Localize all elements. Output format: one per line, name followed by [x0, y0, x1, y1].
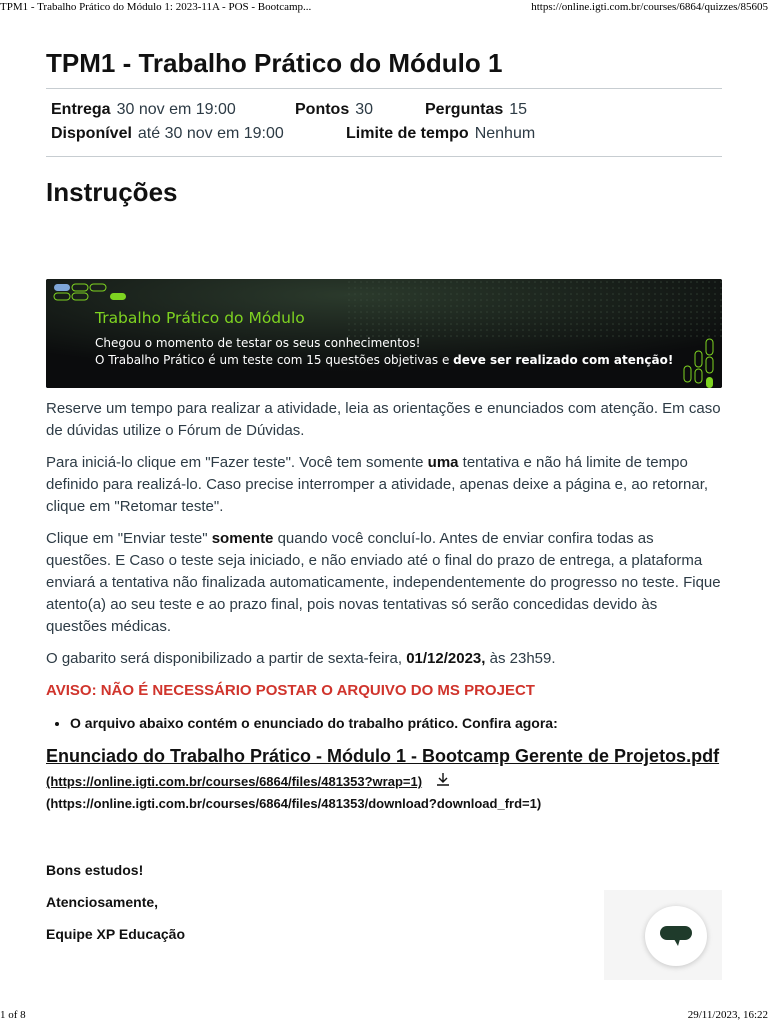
paragraph-start: [46, 452, 722, 518]
module-banner: [46, 279, 722, 388]
download-icon[interactable]: [435, 769, 451, 793]
banner-background: [46, 279, 722, 388]
banner-line-2: [95, 353, 673, 367]
xp-logo-icon: [52, 283, 132, 305]
entrega-label: Entrega: [51, 101, 111, 118]
file-list-item: • O arquivo abaixo contém o enunciado do trabalho prático. Confira agora:: [70, 712, 722, 734]
page-counter: 1 of 8: [0, 1009, 26, 1021]
meta-row-1: [51, 98, 722, 122]
instructions-heading: Instruções: [46, 177, 178, 207]
entrega-value: 30 nov em 19:00: [116, 101, 236, 118]
quiz-content: [46, 40, 722, 944]
banner-line-2-bold: deve ser realizado com atenção!: [453, 353, 674, 367]
perguntas-value: 15: [509, 101, 528, 118]
p3-text-c: quando você concluí-lo. Antes de enviar confira todas as questões. E Caso o teste seja iniciado, e não enviado até o final do prazo de entrega, a plataforma enviará a tentativa não finalizada automaticamente, independentemente do progresso no teste. Fique atento(a) ao seu teste e ao prazo final, pois novas tentativas só serão concedidas devido às questões médicas.: [46, 530, 721, 635]
banner-title: Trabalho Prático do Módulo: [95, 309, 305, 327]
meta-row-2: [51, 122, 722, 146]
warning-notice: AVISO: NÃO É NECESSÁRIO POSTAR O ARQUIVO DO MS PROJECT: [46, 682, 535, 699]
quiz-meta: [46, 89, 722, 157]
p4-date: 01/12/2023,: [406, 650, 486, 667]
limite-value: Nenhum: [474, 125, 536, 142]
chat-button[interactable]: [645, 906, 707, 966]
p2-bold: uma: [427, 454, 459, 471]
download-url[interactable]: (https://online.igti.com.br/courses/6864/files/481353/download?download_frd=1): [46, 796, 542, 811]
file-link-block: [46, 744, 722, 794]
sign-off-3: Equipe XP Educação: [46, 926, 186, 942]
disponivel-value: até 30 nov em 19:00: [137, 125, 284, 142]
p2-text-c: tentativa e não há limite de tempo definido para realizá-lo. Caso precise interromper a atividade, apenas deixe a página e, ao retornar, clique em "Retomar teste".: [46, 454, 709, 515]
p4-text-c: às 23h59.: [485, 650, 556, 667]
decorative-bars-icon: [682, 333, 716, 388]
pontos-label: Pontos: [295, 101, 350, 118]
paragraph-reserve: Reserve um tempo para realizar a atividade, leia as orientações e enunciados com atenção. Em caso de dúvidas utilize o Fórum de Dúvidas.: [46, 400, 721, 439]
print-header-url: https://online.igti.com.br/courses/6864/quizzes/85605: [531, 1, 768, 13]
print-header: [0, 0, 768, 14]
p2-text-a: Para iniciá-lo clique em "Fazer teste". Você tem somente: [46, 454, 428, 471]
meta-pontos: [295, 98, 425, 122]
p4-text-a: O gabarito será disponibilizado a partir de sexta-feira,: [46, 650, 407, 667]
print-footer: [0, 1008, 768, 1024]
file-list: [46, 712, 722, 734]
enunciado-pdf-link[interactable]: Enunciado do Trabalho Prático - Módulo 1 - Bootcamp Gerente de Projetos.pdf: [46, 746, 720, 766]
meta-disponivel: [51, 122, 346, 146]
print-header-title: TPM1 - Trabalho Prático do Módulo 1: 2023-11A - POS - Bootcamp...: [0, 1, 312, 13]
perguntas-label: Perguntas: [425, 101, 504, 118]
disponivel-label: Disponível: [51, 125, 132, 142]
paragraph-submit: [46, 528, 722, 638]
banner-line-2-text: O Trabalho Prático é um teste com 15 questões objetivas e: [95, 353, 454, 367]
pontos-value: 30: [355, 101, 374, 118]
enunciado-pdf-url[interactable]: (https://online.igti.com.br/courses/6864/files/481353?wrap=1): [46, 774, 423, 789]
meta-perguntas: [425, 98, 527, 122]
print-timestamp: 29/11/2023, 16:22: [687, 1009, 768, 1021]
sign-off-1: Bons estudos!: [46, 862, 144, 878]
meta-entrega: [51, 98, 295, 122]
meta-limite: [346, 122, 535, 146]
p3-text-a: Clique em "Enviar teste": [46, 530, 212, 547]
chat-icon: [660, 926, 692, 946]
sign-off-2: Atenciosamente,: [46, 894, 159, 910]
p3-bold: somente: [211, 530, 274, 547]
banner-line-1: Chegou o momento de testar os seus conhecimentos!: [95, 336, 421, 350]
limite-label: Limite de tempo: [346, 125, 469, 142]
page-title: TPM1 - Trabalho Prático do Módulo 1: [46, 40, 722, 89]
paragraph-answer-key: [46, 648, 722, 670]
